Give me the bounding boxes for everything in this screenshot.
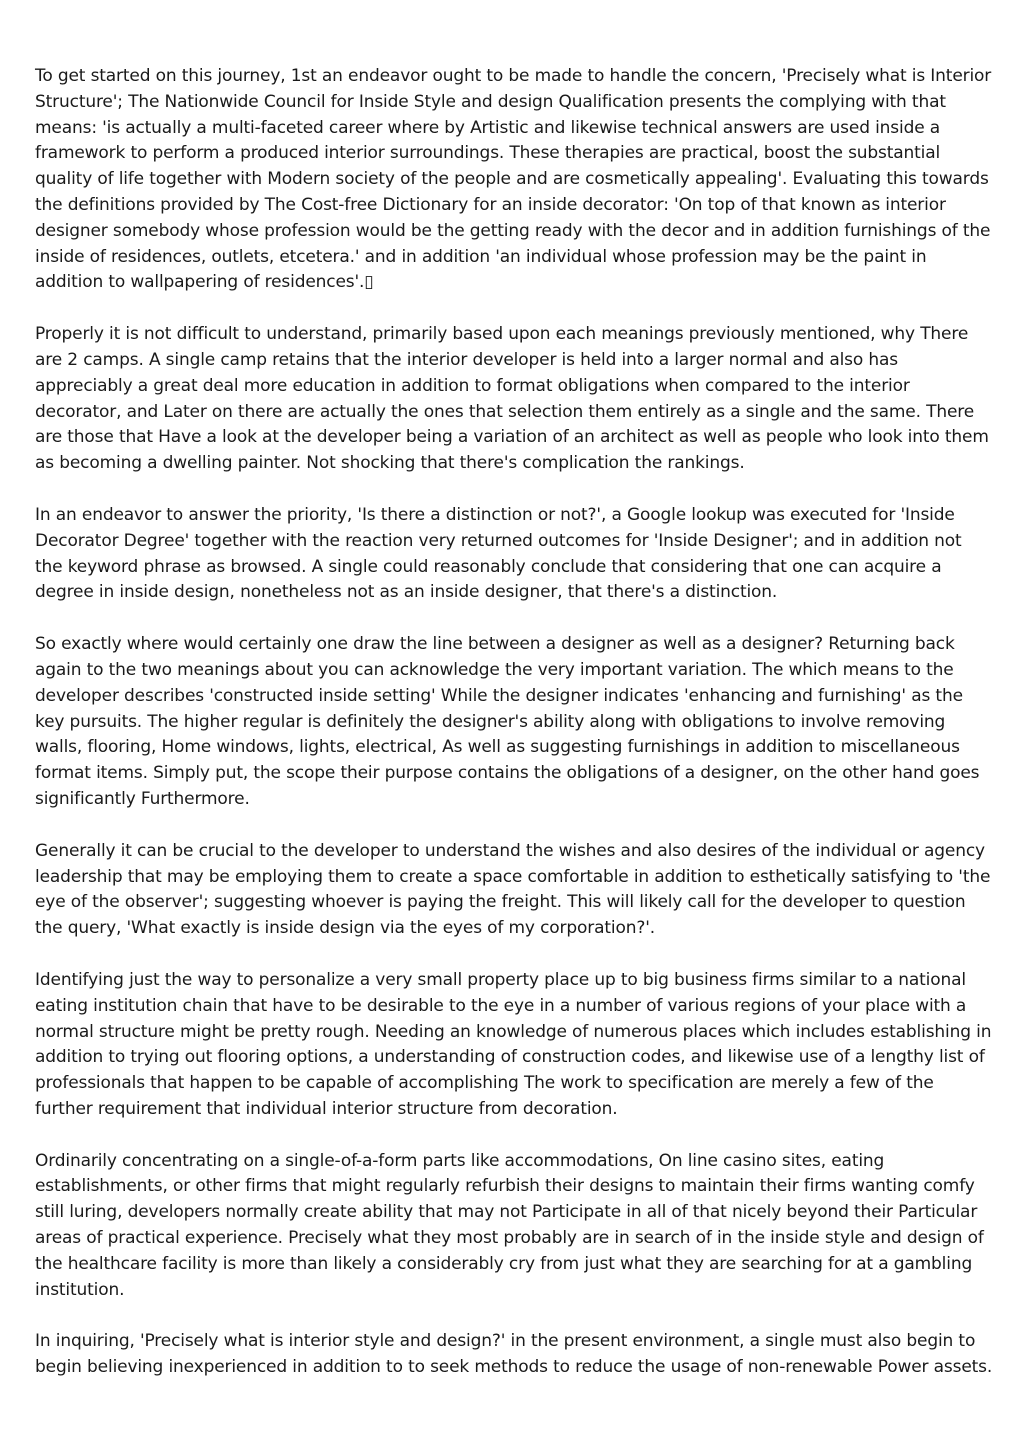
paragraph-2: Properly it is not difficult to understand, primarily based upon each meanings previously mentioned, why There are 2 camps. A single camp retains that the interior developer is held into a larger normal and also has appreciably a great deal more education in addition to format obligations when compared to the interior decorator, and Later on there are actually the ones that selection them entirely as a single and the same. There are those that Have a look at the developer being a variation of an architect as well as people who look into them as becoming a dwelling painter. Not shocking that there's complication the rankings. — [35, 324, 989, 474]
paragraph-8: In inquiring, 'Precisely what is interior style and design?' in the present environment, a single must also begin to begin believing inexperienced in addition to to seek methods to reduce the usage of non-renewable Power assets. — [35, 1331, 993, 1378]
paragraph-6: Identifying just the way to personalize a very small property place up to big business firms similar to a national eating institution chain that have to be desirable to the eye in a number of various regions of your place with a normal structure might be pretty rough. Needing an knowledge of numerous places which includes establishing in addition to trying out flooring options, a understanding of construction codes, and likewise use of a lengthy list of professionals that happen to be capable of accomplishing The work to specification are merely a few of the further requirement that individual interior structure from decoration. — [35, 969, 992, 1119]
paragraph-3: In an endeavor to answer the priority, 'Is there a distinction or not?', a Google lookup was executed for 'Inside Decorator Degree' together with the reaction very returned outcomes for 'Inside Designer'; and in addition not the keyword phrase as browsed. A single could reasonably conclude that considering that one can acquire a degree in inside design, nonetheless not as an inside designer, that there's a distinction. — [35, 504, 962, 603]
paragraph-1: To get started on this journey, 1st an endeavor ought to be made to handle the concern, 'Precisely what is Interior Structure'; The Nationwide Council for Inside Style and design Qualification presents the complying with that means: 'is actually a multi-faceted career where by Artistic and likewise technical answers are used inside a framework to perform a produced interior surroundings. These therapies are practical, boost the substantial quality of life together with Modern society of the people and are cosmetically appealing'. Evaluating this towards the definitions provided by The Cost-free Dictionary for an inside decorator: 'On top of that known as interior designer somebody whose profession would be the getting ready with the decor and in addition furnishings of the inside of residences, outlets, etcetera.' and in addition 'an individual whose profession may be the paint in addition to wallpapering of residences'.▯ — [35, 66, 992, 293]
paragraph-4: So exactly where would certainly one draw the line between a designer as well as a designer? Returning back again to the two meanings about you can acknowledge the very important variation. The which means to the developer describes 'constructed inside setting' While the designer indicates 'enhancing and furnishing' as the key pursuits. The higher regular is definitely the designer's ability along with obligations to involve removing walls, flooring, Home windows, lights, electrical, As well as suggesting furnishings in addition to miscellaneous format items. Simply put, the scope their purpose contains the obligations of a designer, on the other hand goes significantly Furthermore. — [35, 634, 980, 809]
paragraph-7: Ordinarily concentrating on a single-of-a-form parts like accommodations, On line casino sites, eating establishments, or other firms that might regularly refurbish their designs to maintain their firms wanting comfy still luring, developers normally create ability that may not Participate in all of that nicely beyond their Particular areas of practical experience. Precisely what they most probably are in search of in the inside style and design of the healthcare facility is more than likely a considerably cry from just what they are searching for at a gambling institution. — [35, 1150, 984, 1300]
paragraph-5: Generally it can be crucial to the developer to understand the wishes and also desires of the individual or agency leadership that may be employing them to create a space comfortable in addition to esthetically satisfying to 'the eye of the observer'; suggesting whoever is paying the freight. This will likely call for the developer to question the query, 'What exactly is inside design via the eyes of my corporation?'. — [35, 840, 991, 939]
